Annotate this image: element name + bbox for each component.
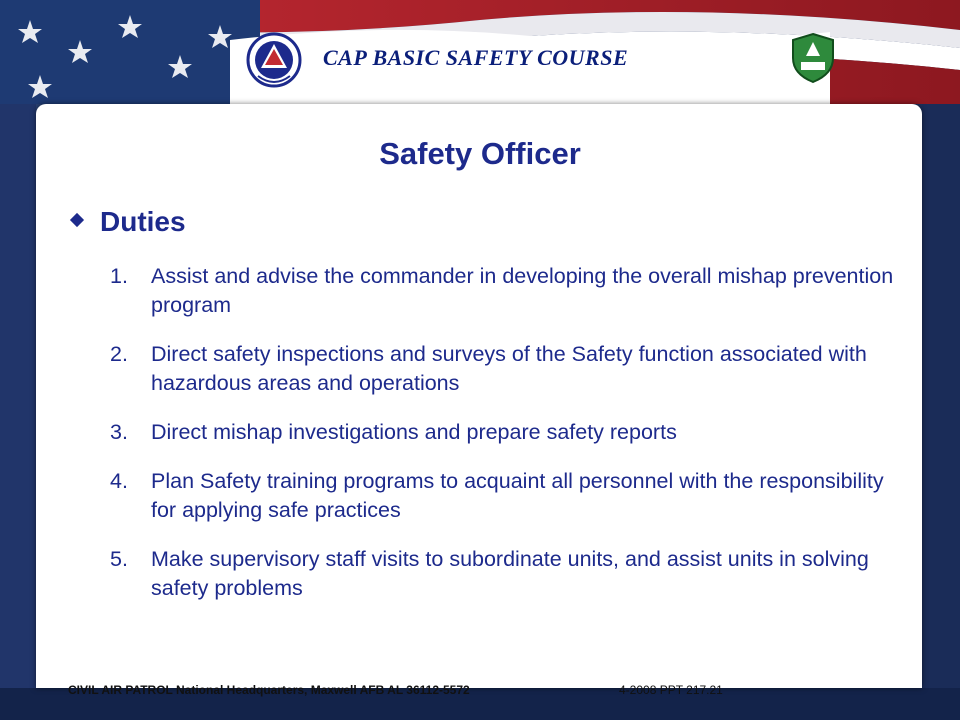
item-number: 1.	[110, 264, 128, 288]
item-text: Direct mishap investigations and prepare safety reports	[151, 420, 677, 444]
course-title: CAP BASIC SAFETY COURSE	[323, 45, 629, 70]
cap-emblem-icon	[246, 30, 302, 90]
footer-version: 4-2008 PPT 217.21	[619, 683, 723, 697]
item-text: Plan Safety training programs to acquaint all personnel with the responsibility for applying safe practices	[151, 469, 884, 522]
duties-list	[110, 262, 910, 623]
safety-shield-icon	[789, 32, 837, 84]
list-item	[110, 545, 910, 603]
slide-title: Safety Officer	[379, 136, 581, 171]
footer-address: CIVIL AIR PATROL National Headquarters, Maxwell AFB AL 36112-5572	[68, 683, 470, 697]
list-item	[110, 418, 910, 447]
list-item	[110, 340, 910, 398]
item-number: 2.	[110, 342, 128, 366]
duties-label: Duties	[100, 206, 186, 237]
list-item	[110, 262, 910, 320]
item-number: 5.	[110, 547, 128, 571]
item-text: Assist and advise the commander in developing the overall mishap prevention program	[151, 264, 894, 317]
diamond-bullet-icon	[70, 213, 84, 227]
item-text: Direct safety inspections and surveys of the Safety function associated with hazardous areas and operations	[151, 342, 867, 395]
item-text: Make supervisory staff visits to subordinate units, and assist units in solving safety problems	[151, 547, 869, 600]
item-number: 3.	[110, 420, 128, 444]
list-item	[110, 467, 910, 525]
duties-heading	[72, 206, 186, 238]
item-number: 4.	[110, 469, 128, 493]
